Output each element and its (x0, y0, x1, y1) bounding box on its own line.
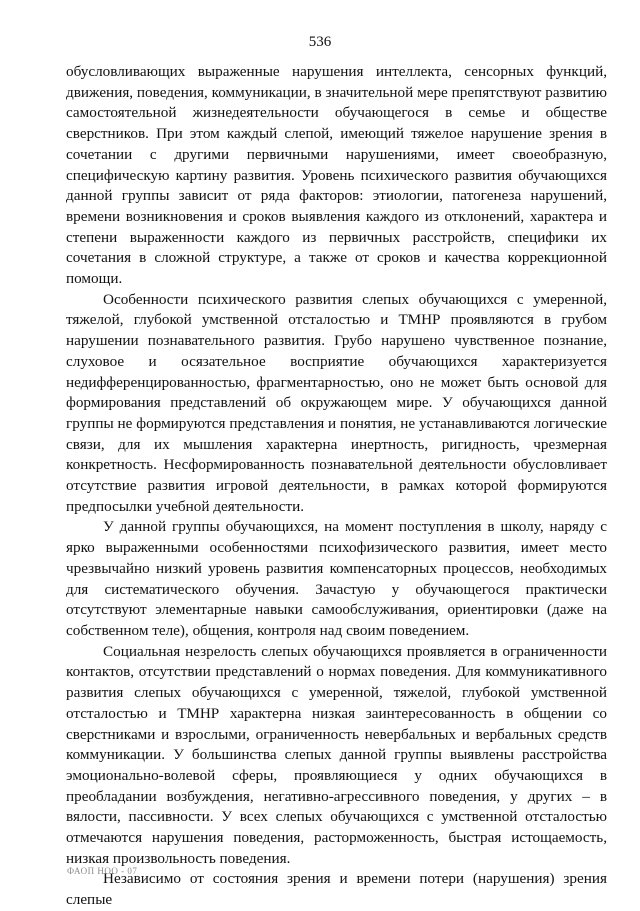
document-body (66, 62, 607, 911)
paragraph-cognitive-development: Особенности психического развития слепых обучающихся с умеренной, тяжелой, глубокой умственной отсталостью и ТМНР проявляются в грубом нарушении познавательного развития. Грубо нарушено чувственное познание, слуховое и осязательное восприятие обучающихся характеризуется недифференцированностью, фрагментарностью, оно не может быть основой для формирования представлений об окружающем мире. У обучающихся данной группы не формируются представления и понятия, не устанавливаются логические связи, для их мышления характерна инертность, ригидность, чрезмерная конкретность. Несформированность познавательной деятельности обусловливает отсутствие развития игровой деятельности, в рамках которой формируются предпосылки учебной деятельности. (66, 290, 607, 515)
page-number: 536 (308, 34, 332, 50)
footer-mark: ФАОП НОО - 07 (67, 866, 138, 876)
paragraph-school-entry: У данной группы обучающихся, на момент поступления в школу, наряду с ярко выраженными особенностями психофизического развития, имеет место чрезвычайно низкий уровень развития компенсаторных процессов, необходимых для систематического обучения. Зачастую у обучающегося практически отсутствуют элементарные навыки самообслуживания, ориентировки (даже на собственном теле), общения, контроля над своим поведением. (66, 518, 607, 639)
paragraph-social-immaturity: Социальная незрелость слепых обучающихся проявляется в ограниченности контактов, отсутствии представлений о нормах поведения. Для коммуникативного развития слепых обучающихся с умеренной, тяжелой, глубокой умственной отсталостью и ТМНР характерна низкая заинтересованность в общении со сверстниками и взрослыми, ограниченность невербальных и вербальных средств коммуникации. У большинства слепых данной группы выявлены расстройства эмоционально-волевой сферы, проявляющиеся у одних обучающихся в преобладании возбуждения, негативно-агрессивного поведения, у других – в вялости, пассивности. У всех слепых обучающихся с умственной отсталостью отмечаются нарушения поведения, расторможенность, быстрая истощаемость, низкая произвольность поведения. (66, 642, 607, 867)
paragraph-vision-loss: Независимо от состояния зрения и времени потери (нарушения) зрения слепые (66, 870, 607, 909)
paragraph-continuation: обусловливающих выраженные нарушения интеллекта, сенсорных функций, движения, поведения, коммуникации, в значительной мере препятствуют развитию самостоятельной жизнедеятельности обучающегося в семье и обществе сверстников. При этом каждый слепой, имеющий тяжелое нарушение зрения в сочетании с другими первичными нарушениями, имеет своеобразную, специфическую картину развития. Уровень психического развития обучающихся данной группы зависит от ряда факторов: этиологии, патогенеза нарушений, времени возникновения и сроков выявления каждого из отклонений, характера и степени выраженности каждого из первичных расстройств, специфики их сочетания в сложной структуре, а также от сроков и качества коррекционной помощи. (66, 63, 607, 288)
